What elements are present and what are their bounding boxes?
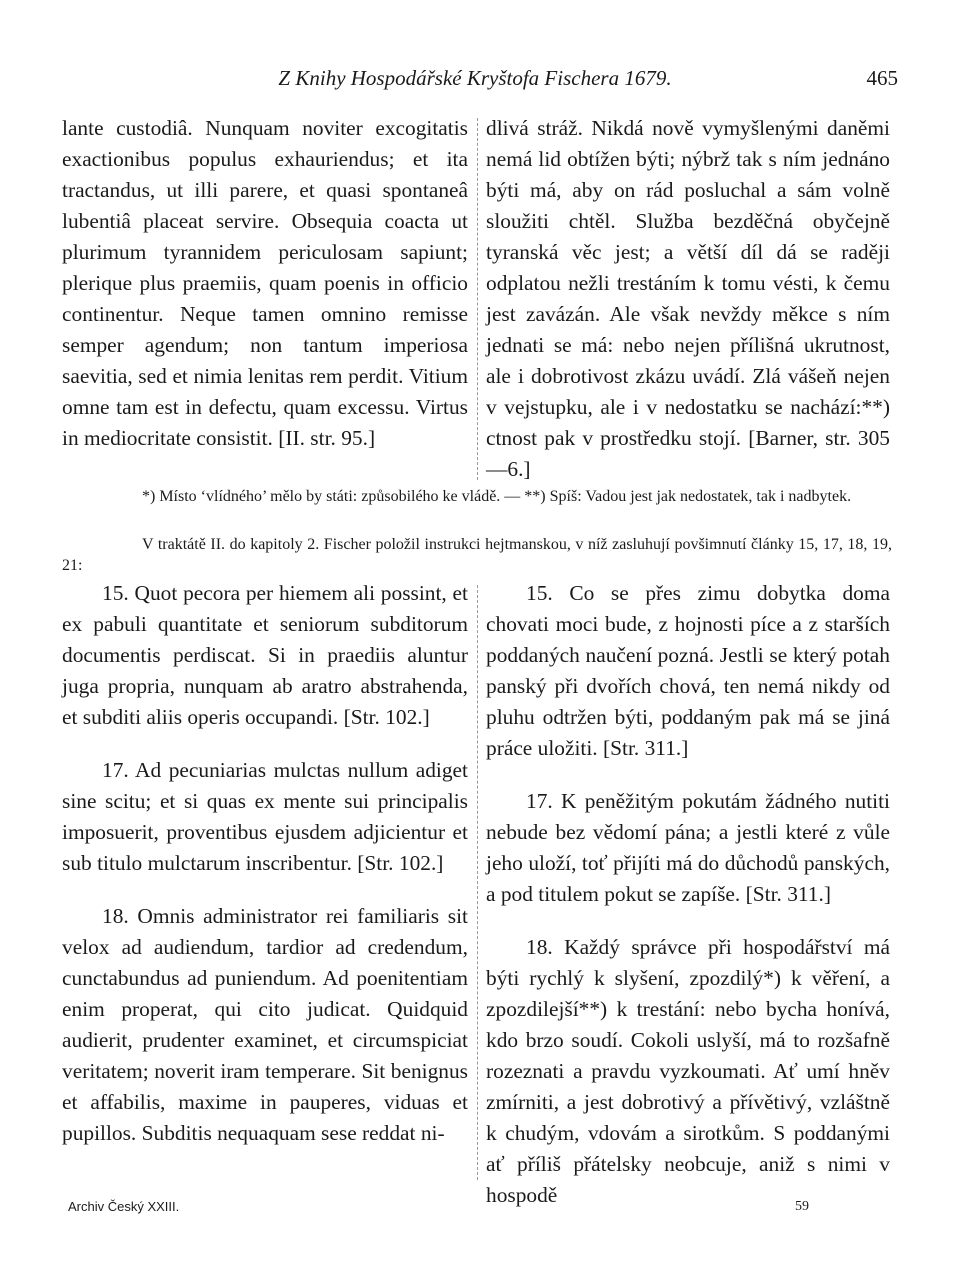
latin-paragraph: lante custodiâ. Nunquam noviter excogitatis exactionibus populus exhauriendus; et ita tractandus, ut illi parere, et quasi spontaneâ lubentiâ placeat servire. Obsequia coacta ut plurimum tyrannidem periculosam sapiunt; plerique plus praemiis, quam poenis in officio continentur. Neque tamen omnino remisse semper agendum; non tantum imperiosa saevitia, sed et nimia lenitas rem perdit. Vitium omne tam est in defectu, quam excessu. Virtus in mediocritate consistit. [II. str. 95.] xyxy=(62,116,468,450)
latin-article-18: 18. Omnis administrator rei familiaris sit velox ad audiendum, tardior ad credendum, cunctabundus ad puniendum. Ad poenitentiam enim properat, qui cito judicat. Quidquid audierit, prudenter examinet, et circumspiciat veritatem; noverit iram temperare. Sit benignus et affabilis, maxime in pauperes, viduas et pupillos. Subditis nequaquam sese reddat ni- xyxy=(62,904,468,1145)
latin-article-17: 17. Ad pecuniarias mulctas nullum adiget sine scitu; et si quas ex mente sui principalis imposuerit, proventibus ejusdem adjicientur et sub titulo mulctarum inscribentur. [Str. 102.] xyxy=(62,758,468,875)
column-divider xyxy=(477,118,478,480)
sheet-number: 59 xyxy=(795,1199,809,1214)
czech-article-15: 15. Co se přes zimu dobytka doma chovati moci bude, z hojnosti píce a z starších poddaných naučení pozná. Jestli se který potah panský při dvořích chová, ten nemá nikdy od pluhu odtržen býti, poddaným pak má se jiná práce uložiti. [Str. 311.] xyxy=(486,581,890,760)
czech-article-18: 18. Každý správce při hospodářství má býti rychlý k slyšení, zpozdilý*) k věření, a zpozdilejší**) k trestání: nebo bycha honívá, kdo brzo soudí. Cokoli uslyší, má to rozšafně rozeznati a pravdu vyzkoumati. Ať umí hněv zmírniti, a jest dobrotivý a přívětivý, vzláštně k chudým, vdovám a sirotkům. S poddanými ať příliš přátelsky neobcuje, aniž s nimi v hospodě xyxy=(486,935,890,1207)
column-divider xyxy=(477,585,478,1180)
latin-article-15: 15. Quot pecora per hiemem ali possint, et ex pabuli quantitate et seniorum subditorum documentis perdiscat. Si in praediis aluntur juga propria, nunquam ab aratro abstrahenda, et subditi aliis operis occupandi. [Str. 102.] xyxy=(62,581,468,729)
latin-column-articles xyxy=(62,578,468,1149)
latin-column-top xyxy=(62,113,468,454)
czech-column-top xyxy=(486,113,890,485)
editorial-note: V traktátě II. do kapitoly 2. Fischer položil instrukci hejtmanskou, v níž zasluhují povšimnutí články 15, 17, 18, 19, 21: xyxy=(62,536,892,574)
footnote: *) Místo ‘vlídného’ mělo by státi: způsobilého ke vládě. — **) Spíš: Vadou jest jak nedostatek, tak i nadbytek. xyxy=(142,488,852,505)
running-title: Z Knihy Hospodářské Kryštofa Fischera 1679. xyxy=(278,66,672,90)
page-number: 465 xyxy=(866,66,898,90)
signature-mark: Archiv Český XXIII. xyxy=(68,1199,180,1214)
czech-paragraph: dlivá stráž. Nikdá nově vymyšlenými daněmi nemá lid obtížen býti; nýbrž tak s ním jednáno býti má, aby on rád posluchal a sám volně sloužiti chtěl. Služba bezděčná obyčejně tyranská věc jest; a větší díl dá se raději odplatou nežli trestáním k tomu vésti, k čemu jest zavázán. Ale však nevždy měkce s ním jednati se má: nebo nejen přílišná ukrutnost, ale i dobrotivost zkázu uvádí. Zlá vášeň nejen v vejstupku, ale i v nedostatku se nachází:**) ctnost pak v prostředku stojí. [Barner, str. 305—6.] xyxy=(486,116,890,481)
czech-article-17: 17. K peněžitým pokutám žádného nutiti nebude bez vědomí pána; a jestli které z vůle jeho uloží, toť přijíti má do důchodů panských, a pod titulem pokut se zapíše. [Str. 311.] xyxy=(486,789,890,906)
page-header xyxy=(60,58,898,98)
czech-column-articles xyxy=(486,578,890,1211)
